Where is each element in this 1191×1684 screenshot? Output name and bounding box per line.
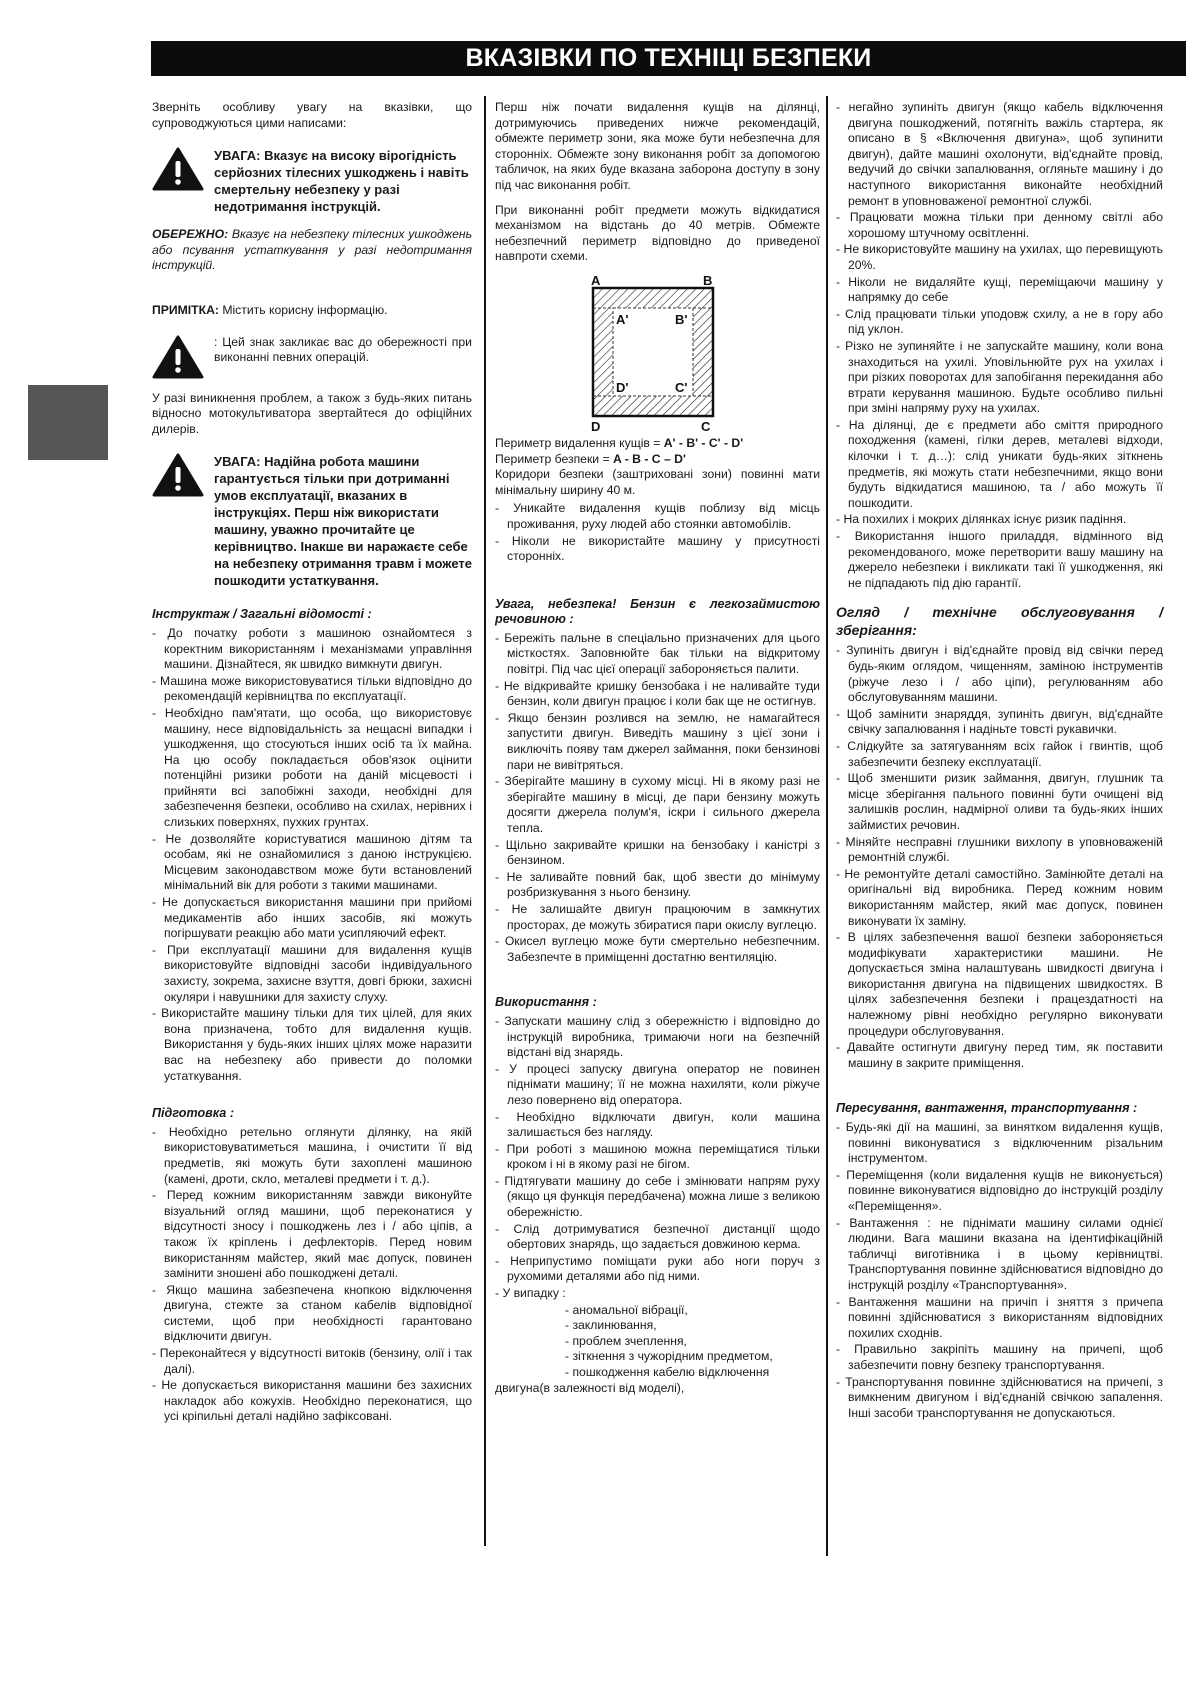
column-2 [495, 100, 820, 1396]
perimeter-diagram-graphic [583, 274, 723, 434]
list-item: - Якщо бензин розлився на землю, не намагайтеся запустити двигун. Виведіть машину з цієї зони і виключіть появу там джерел займання, поки бензинові пари не вивітряться. [495, 710, 820, 772]
list-item: - Не заливайте повний бак, щоб звести до мінімуму розбризкування з нього бензину. [495, 869, 820, 900]
paragraph: При виконанні робіт предмети можуть відкидатися механізмом на відстань до 40 метрів. Обмежте небезпечний периметр відповідно до приведеної навпроти схеми. [495, 202, 820, 264]
formula-value: A - B - C – D' [612, 451, 686, 466]
corridors-text: Коридори безпеки (заштриховані зони) повинні мати мінімальну ширину 40 м. [495, 467, 820, 497]
list-item: - Працювати можна тільки при денному світлі або хорошому штучному освітленні. [836, 210, 1163, 240]
list-item: - Щільно закривайте кришки на бензобаку і каністрі з бензином. [495, 837, 820, 868]
list-item: - Не залишайте двигун працюючим в замкнутих просторах, де можуть збиратися пари окислу вуглецю. [495, 901, 820, 932]
label-d-prime: D' [616, 379, 629, 395]
column-1 [152, 100, 472, 1426]
warning-text: УВАГА: Вказує на високу вірогідність серйозних тілесних ушкоджень і навіть смертельну небезпеку у разі недотримання інструкцій. [214, 148, 469, 215]
list-item: - У випадку : [495, 1286, 566, 1301]
section-heading-general: Інструктаж / Загальні відомості : [152, 607, 372, 622]
list-item: - Окисел вуглецю може бути смертельно небезпечним. Забезпечте в приміщенні достатню вентиляцію. [495, 934, 820, 964]
safety-perimeter-diagram [583, 274, 723, 434]
label-a: A [591, 273, 601, 288]
list-item-tail: двигуна(в залежності від моделі), [495, 1380, 685, 1395]
list-item: - До початку роботи з машиною ознайомтеся з коректним використанням і механізмами управління машини. Дізнайтеся, як швидко вимкнути двигун. [152, 625, 472, 672]
list-item: - Ніколи не видаляйте кущі, переміщаючи машину у напрямку до себе [836, 274, 1163, 305]
list-item: - Необхідно відключати двигун, коли машина залишається без нагляду. [495, 1109, 820, 1140]
list-item: - Давайте остигнути двигуну перед тим, як поставити машину в закрите приміщення. [836, 1040, 1163, 1070]
list-item: - На похилих і мокрих ділянках існує ризик падіння. [836, 512, 1127, 527]
list-item: - Перед кожним використанням завжди виконуйте візуальний огляд машини, щоб переконатися у відсутності зносу і пошкоджень лез і / або ціпів, а також їх кріплень і дефлекторів. Перед новим використанням майстер, який має допуск, повинен замінити зношені або пошкоджені деталі. [152, 1188, 472, 1281]
formula-safety-perimeter [495, 452, 820, 468]
warning-text: УВАГА: Надійна робота машини гарантується тільки при дотриманні умов експлуатації, вказаних в інструкціях. Перш ніж використати машину, уважно прочитайте це керівництво. Інакше ви наражаєте себе на небезпеку отримання травм і можете пошкодити устаткування. [214, 454, 472, 589]
column-divider [826, 96, 828, 1556]
sub-list-item: - проблем зчеплення, [565, 1333, 687, 1348]
list-item: - Необхідно ретельно оглянути ділянку, на якій використовуватиметься машина, і очистити її від предметів, які можуть бути захоплені машиною (камені, дроти, скло, металеві предмети і т. д.). [152, 1124, 472, 1186]
warning-triangle-icon [152, 453, 204, 497]
list-item: - Необхідно пам'ятати, що особа, що використовує машину, несе відповідальність за нещасні випадки і ушкодження, що стосуються інших осіб та їх майна. На цю особу покладається обов'язок оцінити потенційні ризики роботи на даній місцевості і прийняти всі запобіжні заходи, необхідні для забезпечення безпеки, особливо на схилах, нерівних і слизьких поверхнях, пухких грунтах. [152, 705, 472, 830]
list-item: - Вантаження : не піднімати машину силами однієї людини. Вага машини вказана на ідентифікаційній табличці виготівника і в цьому керівництві. Транспортування повинне здійснюватися відповідно до інструкцій розділу «Транспортування». [836, 1215, 1163, 1292]
list-item: - У процесі запуску двигуна оператор не повинен піднімати машину; її не можна нахиляти, коли ріжуче лезо повернено від оператора. [495, 1061, 820, 1107]
list-item: - Неприпустимо поміщати руки або ноги поруч з рухомими деталями або під ними. [495, 1253, 820, 1284]
list-item: - Уникайте видалення кущів поблизу від місць проживання, руху людей або стоянки автомобілів. [495, 501, 820, 531]
formula-label: Периметр безпеки = [495, 451, 613, 466]
caution-paragraph [152, 227, 472, 274]
page-title-bar [151, 41, 1186, 76]
list-item: - Зберігайте машину в сухому місці. Ні в якому разі не зберігайте машину в місці, де пари бензину можуть досягти джерела полум'я, іскри і сильного джерела тепла. [495, 774, 820, 835]
paragraph: Перш ніж почати видалення кущів на ділянці, дотримуючись приведених нижче рекомендацій, обмежте периметр зони, яка може бути небезпечна для сторонніх. Обмежте зону виконання робіт за допомогою табличок, на яких буде вказана заборона доступу в зону під час виконання робіт. [495, 100, 820, 192]
list-item: - негайно зупиніть двигун (якщо кабель відключення двигуна пошкоджений, потягніть важіль стартера, як описано в § «Включення двигуна», щоб зупинити двигун), дайте машині охолонути, від'єднайте провід, ведучий до свічки запалювання, огляньте машину і до наступного використання виконайте необхідний ремонт в уповноваженої ремонтної службі. [836, 100, 1163, 208]
sub-list-item: - пошкодження кабелю відключення [565, 1365, 770, 1379]
warning-block [152, 147, 472, 215]
section-heading-maintenance: Огляд / технічне обслуговування / зберігання: [836, 604, 1163, 639]
caution-sign-text: : Цей знак закликає вас до обережності при виконанні певних операцій. [214, 334, 472, 365]
list-item: - Бережіть пальне в спеціально призначених для цього місткостях. Заповнюйте бак тільки на відкритому повітрі. Під час цієї операції забороняється палити. [495, 630, 820, 677]
list-item: - Не допускається використання машини при прийомі медикаментів або інших засобів, які можуть погіршувати реакцію або мати усипляючий ефект. [152, 895, 472, 941]
list-item: - Зупиніть двигун і від'єднайте провід від свічки перед будь-яким оглядом, чищенням, заміною інструментів (ріжуче лезо і / або ціпи), регулюванням або обслуговуванням машини. [836, 643, 1163, 705]
warning-triangle-icon [152, 335, 204, 379]
formula-value: A' - B' - C' - D' [663, 435, 744, 450]
note-text: Містить корисну інформацію. [218, 302, 388, 317]
problems-text: У разі виникнення проблем, а також з будь-яких питань відносно мотокультиватора звертайтеся до офіційних дилерів. [152, 390, 472, 436]
list-item: - При експлуатації машини для видалення кущів використовуйте відповідні засоби індивідуального захисту, зокрема, захисне взуття, довгі брюки, захисні окуляри і навушники для захисту слуху. [152, 942, 472, 1004]
list-item: - Слідкуйте за затягуванням всіх гайок і гвинтів, щоб забезпечити безпеку експлуатації. [836, 738, 1163, 769]
list-item: - Машина може використовуватися тільки відповідно до рекомендацій керівництва по експлуатації. [152, 673, 472, 704]
list-item: - Використання іншого приладдя, відмінного від рекомендованого, може перетворити вашу машину на джерело небезпеки і викликати такі її ушкодження, які не підпадають під дію гарантії. [836, 529, 1163, 590]
section-heading-transport: Пересування, вантаження, транспортування : [836, 1101, 1138, 1116]
list-item: - При роботі з машиною можна переміщатися тільки кроком і ні в якому разі не бігом. [495, 1141, 820, 1172]
caution-label: ОБЕРЕЖНО: [152, 227, 229, 242]
list-item: - Не ремонтуйте деталі самостійно. Замінюйте деталі на оригінальні від виробника. Перед кожним новим використанням майстер, який має допуск, повинен виконувати їх заміну. [836, 866, 1163, 928]
list-item: - Не використовуйте машину на ухилах, що перевищують 20%. [836, 242, 1163, 272]
chapter-tab-marker [28, 385, 108, 460]
label-b-prime: B' [675, 311, 688, 327]
note-paragraph [152, 303, 472, 319]
column-divider [484, 96, 486, 1546]
list-item: - Ніколи не використайте машину у присутності сторонніх. [495, 533, 820, 564]
note-label: ПРИМІТКА: [152, 302, 219, 317]
list-item: - В цілях забезпечення вашої безпеки забороняється модифікувати характеристики машини. Не допускається зміна налаштувань швидкості двигуна і використання двигуна на підвищених швидкостях. В цілях забезпечення безпеки і працездатності на належному рівні необхідно регулярно виконувати процедури обслуговування. [836, 930, 1163, 1038]
caution-sign-block [152, 335, 472, 379]
list-item: - Транспортування повинне здійснюватися на причепі, з вимкненим двигуном і від'єднаній свічкою запалення. Інші засоби транспортування не допускаються. [836, 1374, 1163, 1420]
list-item: - Переміщення (коли видалення кущів не виконується) повинне виконуватися відповідно до інструкцій розділу «Переміщення». [836, 1167, 1163, 1213]
intro-text: Зверніть особливу увагу на вказівки, що супроводжуються цими написами: [152, 100, 472, 130]
section-heading-preparation: Підготовка : [152, 1106, 235, 1121]
list-item: - Підтягувати машину до себе і змінювати напрям руху (якщо ця функція передбачена) можна лише з великою обережністю. [495, 1173, 820, 1220]
formula-clearing-perimeter [495, 436, 820, 452]
list-item: - Міняйте несправні глушники вихлопу в уповноваженій ремонтній службі. [836, 834, 1163, 865]
list-item: - Вантаження машини на причіп і зняття з причепа повинні здійснюватися з використанням відповідних похилих сходнів. [836, 1294, 1163, 1340]
sub-list-item: - заклинювання, [565, 1318, 657, 1333]
list-item: - Використайте машину тільки для тих цілей, для яких вона призначена, тобто для видалення кущів. Використання у будь-яких інших цілях може наразити вас на небезпеку або привести до поломки устаткування. [152, 1006, 472, 1083]
list-item: - Правильно закріпіть машину на причепі, щоб забезпечити повну безпеку транспортування. [836, 1342, 1163, 1372]
list-item: - Щоб зменшити ризик займання, двигун, глушник та місце зберігання пального повинні бути очищені від залишків рослин, надмірної оливи та будь-яких інших займистих речовин. [836, 771, 1163, 832]
label-b: B [703, 273, 713, 288]
list-item: - Якщо машина забезпечена кнопкою відключення двигуна, стежте за станом кабелів відповідної системи, щоб при необхідності гарантовано відключити двигун. [152, 1282, 472, 1344]
list-item: - Будь-які дії на машині, за винятком видалення кущів, повинні виконуватися з відключенним різальним інструментом. [836, 1120, 1163, 1166]
list-item: - Різко не зупиняйте і не запускайте машину, коли вона знаходиться на ухилі. Уповільнюйте рух на ухилах і при різких поворотах для запобігання перекидання або втрати керування машиною. Будьте особливо пильні при зміні напряму руху на ухилах. [836, 338, 1163, 416]
list-item: - Переконайтеся у відсутності витоків (бензину, олії і так далі). [152, 1346, 472, 1376]
warning-block [152, 453, 472, 589]
section-heading-fuel: Увага, небезпека! Бензин є легкозаймистою речовиною : [495, 596, 820, 627]
list-item: - На ділянці, де є предмети або сміття природного походження (камені, гілки дерев, металеві відходи, кілочки і т. д…): слід уникати будь-яких зіткнень предметів, які можуть стати небезпечними, якщо вони будуть відкидатися машиною, та / або можуть її пошкодити. [836, 417, 1163, 510]
page-title: ВКАЗІВКИ ПО ТЕХНІЦІ БЕЗПЕКИ [465, 44, 872, 72]
formula-label: Периметр видалення кущів = [495, 435, 664, 450]
label-d: D [591, 418, 601, 434]
sub-list-item: - зіткнення з чужорідним предметом, [565, 1349, 773, 1364]
caution-text: Вказує на небезпеку тілесних ушкоджень або псування устаткування у разі недотримання інструкцій. [152, 227, 472, 273]
list-item: - Слід працювати тільки уподовж схилу, а не в гору або під уклон. [836, 306, 1163, 337]
label-c: C [701, 418, 711, 434]
list-item: - Щоб замінити знаряддя, зупиніть двигун, від'єднайте свічку запалювання і надіньте товсті рукавички. [836, 706, 1163, 737]
list-item: - Не дозволяйте користуватися машиною дітям та особам, які не ознайомилися з даною інструкцією. Місцевим законодавством може бути встановлений мінімальний вік для роботи з такими машинами. [152, 831, 472, 893]
label-a-prime: A' [616, 311, 629, 327]
list-item: - Запускати машину слід з обережністю і відповідно до інструкцій виробника, тримаючи ноги на безпечній відстані від знарядь. [495, 1013, 820, 1060]
section-heading-use: Використання : [495, 995, 597, 1010]
column-3 [836, 100, 1163, 1422]
list-item: - Не допускається використання машини без захисних накладок або кожухів. Необхідно переконатися, що усі кріпильні деталі надійно зафіксовані. [152, 1378, 472, 1424]
list-item: - Слід дотримуватися безпечної дистанції щодо обертових знарядь, що задається довжиною керма. [495, 1221, 820, 1252]
list-item: - Не відкривайте кришку бензобака і не наливайте туди бензин, коли двигун працює і коли бак ще не остигнув. [495, 678, 820, 709]
label-c-prime: C' [675, 379, 688, 395]
sub-list-item: - аномальної вібрації, [565, 1302, 688, 1317]
warning-triangle-icon [152, 147, 204, 191]
